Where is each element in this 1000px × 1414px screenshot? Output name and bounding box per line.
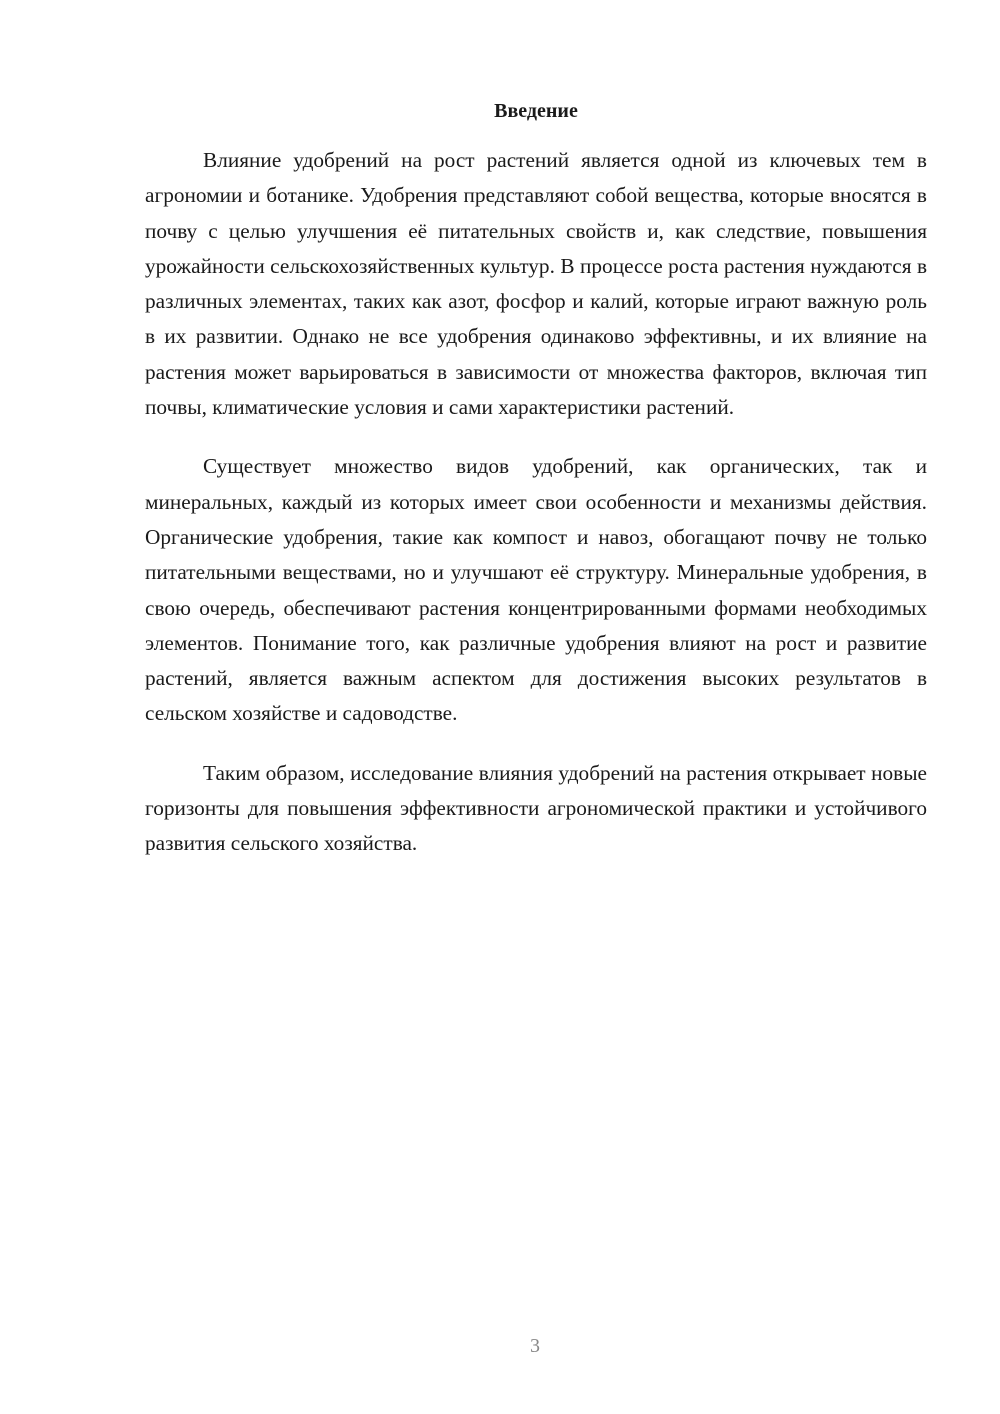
page-number: 3 (530, 1335, 540, 1357)
paragraph-2: Существует множество видов удобрений, как органических, так и минеральных, каждый из которых имеет свои особенности и механизмы действия. Органические удобрения, такие как компост и навоз, обогащают почву не только питательными веществами, но и улучшают её структуру. Минеральные удобрения, в свою очередь, обеспечивают растения концентрированными формами необходимых элементов. Понимание того, как различные удобрения влияют на рост и развитие растений, является важным аспектом для достижения высоких результатов в сельском хозяйстве и садоводстве. (145, 454, 927, 726)
paragraph-1: Влияние удобрений на рост растений является одной из ключевых тем в агрономии и ботанике. Удобрения представляют собой вещества, которые вносятся в почву с целью улучшения её питательных свойств и, как следствие, повышения урожайности сельскохозяйственных культур. В процессе роста растения нуждаются в различных элементах, таких как азот, фосфор и калий, которые играют важную роль в их развитии. Однако не все удобрения одинаково эффективны, и их влияние на растения может варьироваться в зависимости от множества факторов, включая тип почвы, климатические условия и сами характеристики растений. (145, 148, 927, 420)
body-text (145, 143, 927, 886)
section-heading: Введение (494, 100, 578, 122)
paragraph-3: Таким образом, исследование влияния удобрений на растения открывает новые горизонты для повышения эффективности агрономической практики и устойчивого развития сельского хозяйства. (145, 760, 927, 856)
